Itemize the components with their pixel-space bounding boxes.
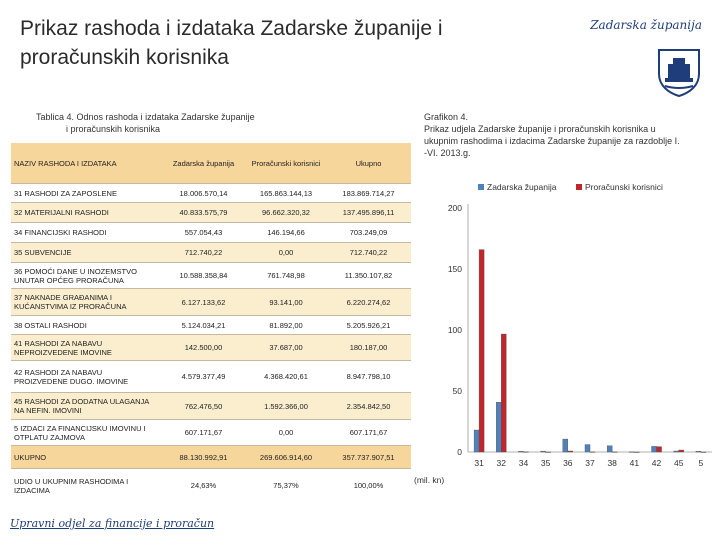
x-tick-label: 32 [496, 458, 507, 468]
row-zupanija: 712.740,22 [161, 243, 246, 263]
row-korisnici: 81.892,00 [246, 316, 326, 335]
share-ukupno: 100,00% [326, 469, 411, 503]
row-ukupno: 712.740,22 [326, 243, 411, 263]
table-row [11, 289, 411, 316]
row-korisnici: 0,00 [246, 420, 326, 446]
row-zupanija: 142.500,00 [161, 335, 246, 361]
row-zupanija: 6.127.133,62 [161, 289, 246, 316]
x-tick-label: 35 [540, 458, 551, 468]
row-name: 35 SUBVENCIJE [11, 243, 161, 263]
row-ukupno: 183.869.714,27 [326, 184, 411, 203]
bar-korisnici-41 [634, 452, 639, 453]
header-name: NAZIV RASHODA I IZDATAKA [11, 143, 161, 184]
table-row [11, 263, 411, 289]
bar-korisnici-36 [568, 451, 573, 452]
legend-swatch-zupanija [478, 184, 484, 190]
x-tick-label: 42 [651, 458, 662, 468]
title-line-2: proračunskih korisnika [20, 46, 229, 69]
row-name: 45 RASHODI ZA DODATNA ULAGANJA NA NEFIN. IMOVINI [11, 393, 161, 420]
table-row [11, 184, 411, 203]
bar-korisnici-31 [479, 250, 484, 452]
legend-label-korisnici: Proračunski korisnici [585, 182, 663, 192]
row-name: 31 RASHODI ZA ZAPOSLENE [11, 184, 161, 203]
bar-korisnici-5 [701, 452, 706, 453]
bar-korisnici-32 [501, 334, 506, 452]
bar-korisnici-37 [590, 452, 595, 453]
bar-zupanija-31 [474, 430, 479, 452]
table-caption-line-2: i proračunskih korisnika [66, 124, 161, 134]
row-zupanija: 607.171,67 [161, 420, 246, 446]
page-title [20, 14, 500, 72]
row-name: 32 MATERIJALNI RASHODI [11, 203, 161, 223]
y-tick-label: 50 [452, 386, 462, 396]
header-korisnici: Proračunski korisnici [246, 143, 326, 184]
row-name: 37 NAKNADE GRAĐANIMA I KUĆANSTVIMA IZ PRORAČUNA [11, 289, 161, 316]
x-tick-label: 36 [563, 458, 573, 468]
row-ukupno: 137.495.896,11 [326, 203, 411, 223]
row-korisnici: 146.194,66 [246, 223, 326, 243]
department-link[interactable]: Upravni odjel za financije i proračun [10, 517, 215, 530]
row-korisnici: 96.662.320,32 [246, 203, 326, 223]
chart-caption-line-4: -VI. 2013.g. [424, 148, 471, 158]
share-korisnici: 75,37% [246, 469, 326, 503]
chart-x-label: (mil. kn) [414, 475, 445, 485]
bar-zupanija-35 [541, 451, 546, 452]
bar-zupanija-42 [652, 446, 657, 452]
x-tick-label: 34 [518, 458, 529, 468]
x-tick-label: 31 [474, 458, 484, 468]
table-row [11, 393, 411, 420]
table-total-row [11, 446, 411, 469]
x-tick-label: 38 [607, 458, 617, 468]
bar-zupanija-37 [585, 445, 590, 452]
table-caption [36, 111, 326, 135]
row-korisnici: 93.141,00 [246, 289, 326, 316]
table-row [11, 420, 411, 446]
legend-swatch-korisnici [576, 184, 582, 190]
y-tick-label: 150 [447, 264, 462, 274]
row-korisnici: 761.748,98 [246, 263, 326, 289]
bar-zupanija-34 [518, 451, 523, 452]
row-zupanija: 5.124.034,21 [161, 316, 246, 335]
table-row [11, 243, 411, 263]
row-ukupno: 703.249,09 [326, 223, 411, 243]
chart-caption [424, 111, 716, 159]
row-ukupno: 6.220.274,62 [326, 289, 411, 316]
row-name: 38 OSTALI RASHODI [11, 316, 161, 335]
total-zupanija: 88.130.992,91 [161, 446, 246, 469]
chart-caption-line-1: Grafikon 4. [424, 112, 469, 122]
bar-korisnici-35 [546, 452, 551, 453]
row-name: 42 RASHODI ZA NABAVU PROIZVEDENE DUGO. IMOVINE [11, 361, 161, 393]
title-line-1: Prikaz rashoda i izdataka Zadarske županije i [20, 17, 443, 40]
x-tick-label: 5 [698, 458, 704, 468]
row-ukupno: 180.187,00 [326, 335, 411, 361]
chart-caption-line-3: ukupnim rashodima i izdacima Zadarske županije za razdoblje I. [424, 136, 680, 146]
row-zupanija: 4.579.377,49 [161, 361, 246, 393]
x-tick-label: 37 [585, 458, 595, 468]
row-korisnici: 0,00 [246, 243, 326, 263]
bar-zupanija-38 [607, 446, 612, 452]
table-share-row [11, 469, 411, 503]
table-caption-line-1: Tablica 4. Odnos rashoda i izdataka Zadarske županije [36, 112, 255, 122]
header-zupanija: Zadarska županija [161, 143, 246, 184]
y-tick-label: 100 [447, 325, 462, 335]
table-row [11, 203, 411, 223]
bar-korisnici-45 [679, 450, 684, 452]
row-name: 36 POMOĆI DANE U INOZEMSTVO UNUTAR OPĆEG PRORAČUNA [11, 263, 161, 289]
x-tick-label: 45 [673, 458, 684, 468]
row-ukupno: 5.205.926,21 [326, 316, 411, 335]
table-header-row [11, 143, 411, 184]
row-ukupno: 8.947.798,10 [326, 361, 411, 393]
x-tick-label: 41 [629, 458, 640, 468]
row-korisnici: 37.687,00 [246, 335, 326, 361]
header-ukupno: Ukupno [326, 143, 411, 184]
table-row [11, 361, 411, 393]
legend-label-zupanija: Zadarska županija [487, 182, 557, 192]
chart-bars [474, 250, 706, 453]
expense-bar-chart [410, 180, 720, 490]
row-korisnici: 165.863.144,13 [246, 184, 326, 203]
row-zupanija: 557.054,43 [161, 223, 246, 243]
y-tick-label: 200 [447, 203, 462, 213]
row-name: 5 IZDACI ZA FINANCIJSKU IMOVINU I OTPLATU ZAJMOVA [11, 420, 161, 446]
total-name: UKUPNO [11, 446, 161, 469]
chart-caption-line-2: Prikaz udjela Zadarske županije i proračunskih korisnika u [424, 124, 656, 134]
row-name: 34 FINANCIJSKI RASHODI [11, 223, 161, 243]
bar-zupanija-32 [496, 402, 501, 452]
bar-zupanija-45 [674, 451, 679, 452]
row-korisnici: 4.368.420,61 [246, 361, 326, 393]
row-zupanija: 40.833.575,79 [161, 203, 246, 223]
bar-zupanija-5 [696, 451, 701, 452]
bar-zupanija-41 [629, 452, 634, 453]
chart-axis [448, 203, 712, 468]
row-zupanija: 10.588.358,84 [161, 263, 246, 289]
row-name: 41 RASHODI ZA NABAVU NEPROIZVEDENE IMOVINE [11, 335, 161, 361]
row-zupanija: 18.006.570,14 [161, 184, 246, 203]
row-ukupno: 11.350.107,82 [326, 263, 411, 289]
table-row [11, 316, 411, 335]
bar-korisnici-42 [657, 447, 662, 452]
table-row [11, 223, 411, 243]
table-row [11, 335, 411, 361]
row-zupanija: 762.476,50 [161, 393, 246, 420]
coat-of-arms-icon [655, 46, 703, 98]
total-ukupno: 357.737.907,51 [326, 446, 411, 469]
y-tick-label: 0 [457, 447, 462, 457]
bar-zupanija-36 [563, 439, 568, 452]
total-korisnici: 269.606.914,60 [246, 446, 326, 469]
brand-name: Zadarska županija [590, 18, 702, 32]
row-ukupno: 2.354.842,50 [326, 393, 411, 420]
share-name: UDIO U UKUPNIM RASHODIMA I IZDACIMA [11, 469, 161, 503]
chart-legend [478, 182, 663, 192]
bar-korisnici-34 [523, 452, 528, 453]
bar-korisnici-38 [612, 452, 617, 453]
share-zupanija: 24,63% [161, 469, 246, 503]
expense-table [11, 143, 411, 503]
row-korisnici: 1.592.366,00 [246, 393, 326, 420]
row-ukupno: 607.171,67 [326, 420, 411, 446]
